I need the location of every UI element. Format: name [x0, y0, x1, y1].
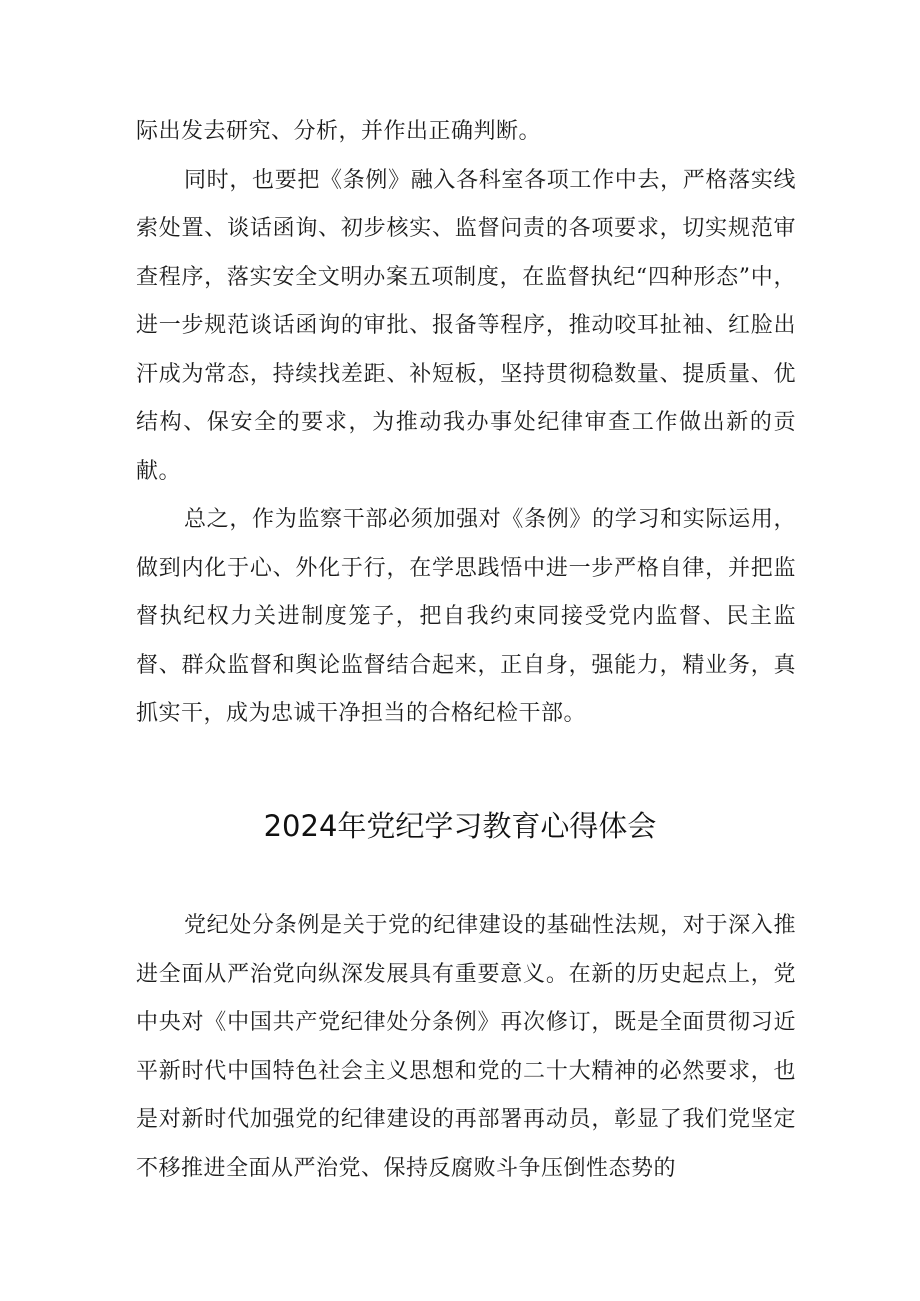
continued-article — [136, 108, 796, 739]
paragraph-conclusion: 总之，作为监察干部必须加强对《条例》的学习和实际运用，做到内化于心、外化于行，在学思践悟中进一步严格自律，并把监督执纪权力关进制度笼子，把自我约束同接受党内监督、民主监督、群众监督和舆论监督结合起来，正自身，强能力，精业务，真抓实干，成为忠诚干净担当的合格纪检干部。 — [136, 507, 796, 726]
paragraph-regulation-integration: 同时，也要把《条例》融入各科室各项工作中去，严格落实线索处置、谈话函询、初步核实、监督问责的各项要求，切实规范审查程序，落实安全文明办案五项制度，在监督执纪“四种形态”中，进一步规范谈话函询的审批、报备等程序，推动咬耳扯袖、红脸出汗成为常态，持续找差距、补短板，坚持贯彻稳数量、提质量、优结构、保安全的要求，为推动我办事处纪律审查工作做出新的贡献。 — [136, 167, 796, 484]
paragraph-introduction: 党纪处分条例是关于党的纪律建设的基础性法规，对于深入推进全面从严治党向纵深发展具有重要意义。在新的历史起点上，党中央对《中国共产党纪律处分条例》再次修订，既是全面贯彻习近平新时代中国特色社会主义思想和党的二十大精神的必然要求，也是对新时代加强党的纪律建设的再部署再动员，彰显了我们党坚定不移推进全面从严治党、保持反腐败斗争压倒性态势的 — [136, 913, 796, 1181]
paragraph-continuation: 际出发去研究、分析，并作出正确判断。 — [136, 119, 542, 144]
new-article-body — [136, 902, 796, 1193]
article-title: 2024年党纪学习教育心得体会 — [263, 809, 657, 843]
